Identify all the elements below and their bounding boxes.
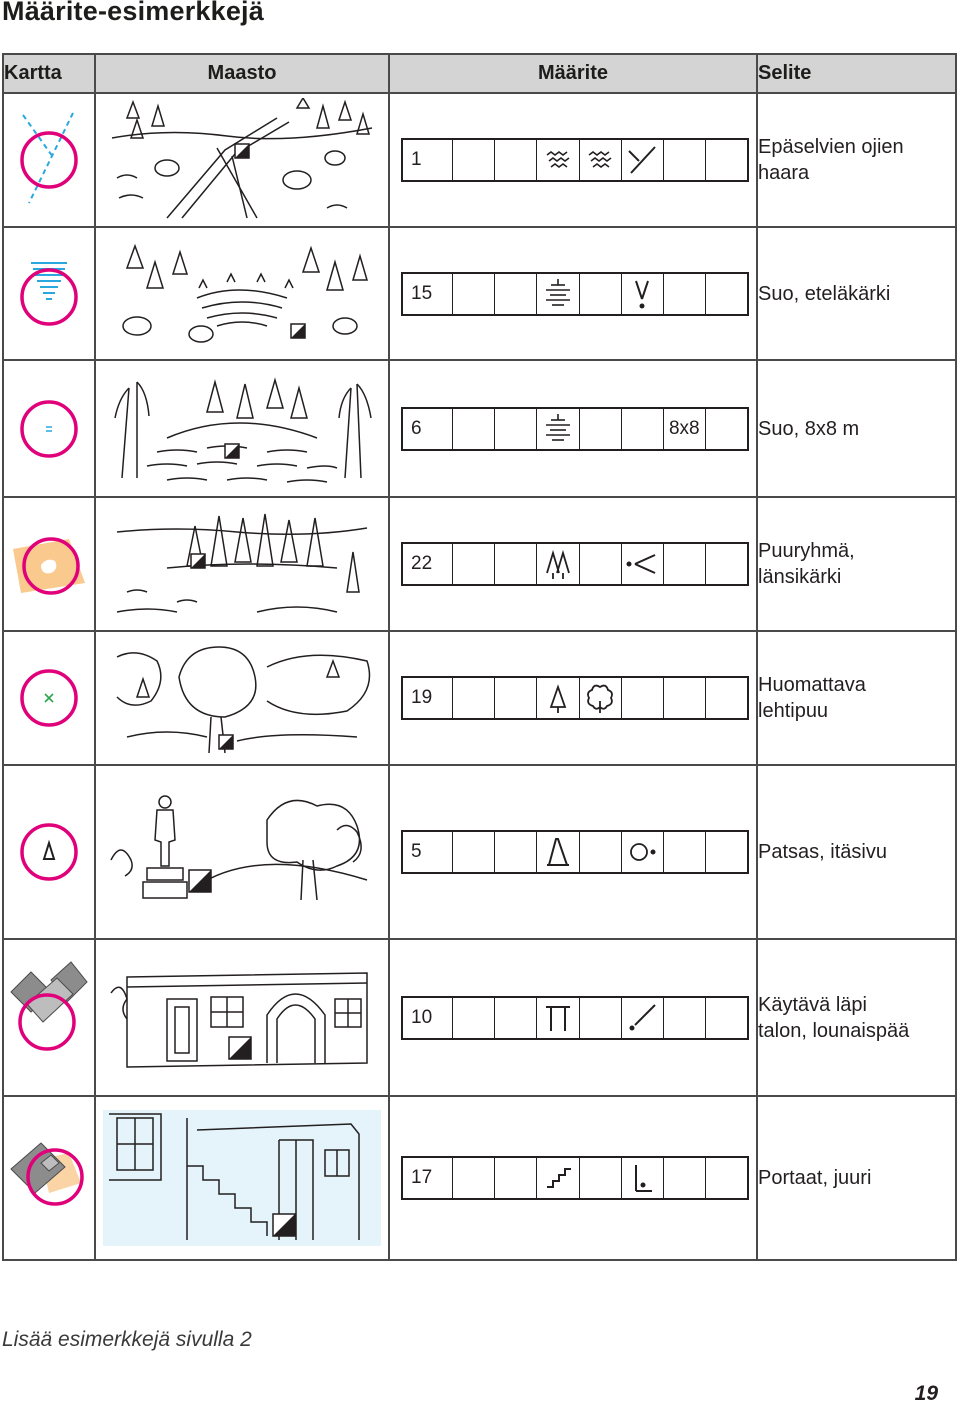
table-row [3,360,956,497]
appearance-cell [579,409,621,449]
appearance-cell [579,274,621,314]
definition-grid [401,138,749,182]
terrain-sketch [103,1110,381,1246]
terrain-sketch [107,98,377,222]
def-column-b [452,409,494,449]
def-column-c [494,140,536,180]
table-row [3,631,956,765]
marsh-icon [543,412,573,446]
dimension-cell [663,140,705,180]
terrain-sketch [107,790,377,914]
control-number: 15 [411,282,433,304]
stairway-icon [7,1123,91,1233]
terrain-sketch [107,637,377,759]
description-cell: Patsas, itäsivu [757,765,956,939]
table-row [3,497,956,631]
location-cell [621,140,663,180]
other-info-cell [705,832,747,872]
def-column-b [452,544,494,584]
appearance-cell [579,998,621,1038]
tree-group-icon [7,509,91,619]
control-number: 1 [411,149,422,170]
location-cell [621,544,663,584]
control-number: 17 [411,1167,433,1188]
appearance-cell [579,678,621,718]
small-marsh-icon [9,374,89,484]
table-row [3,765,956,939]
description-cell: Portaat, juuri [757,1096,956,1260]
terrain-sketch [107,238,377,350]
appearance-cell [579,544,621,584]
header-definition: Määrite [389,54,757,93]
header-description: Selite [757,54,956,93]
def-column-c [494,274,536,314]
other-info-cell [705,678,747,718]
description-cell: Huomattava lehtipuu [757,631,956,765]
def-column-c [494,409,536,449]
control-number: 6 [411,417,422,439]
other-info-cell [705,409,747,449]
indistinct-ditch-icon [585,145,615,175]
appearance-cell [579,140,621,180]
other-info-cell [705,140,747,180]
dimension-cell: 8x8 [663,409,705,449]
table-row [3,1096,956,1260]
page-title: Määrite-esimerkkejä [2,0,264,26]
other-info-cell [705,544,747,584]
appearance-cell [579,1158,621,1198]
dimension-cell [663,274,705,314]
terrain-sketch [107,953,377,1083]
def-column-b [452,140,494,180]
dimension-cell [663,544,705,584]
feature-cell [536,832,578,872]
def-column-b [452,1158,494,1198]
deciduous-tree-icon [585,681,615,715]
indistinct-ditch-icon [543,145,573,175]
west-tip-icon [625,549,659,579]
other-info-cell [705,274,747,314]
location-cell [621,274,663,314]
terrain-sketch [107,502,377,626]
statue-icon [9,797,89,907]
control-number: 5 [411,841,422,862]
table-row [3,227,956,360]
terrain-sketch [107,368,377,490]
description-cell: Suo, 8x8 m [757,360,956,497]
feature-cell [536,274,578,314]
passage-icon [543,1001,573,1035]
other-info-cell [705,998,747,1038]
definition-grid [401,272,749,316]
def-column-c [494,1158,536,1198]
distinctive-icon [546,681,570,715]
def-column-b [452,678,494,718]
control-number: 19 [411,687,433,708]
def-column-c [494,998,536,1038]
feature-cell [536,544,578,584]
definition-grid [401,542,749,586]
ditch-junction-icon [9,105,89,215]
east-side-icon [625,837,659,867]
stairway-icon [543,1163,573,1193]
description-cell: Suo, eteläkärki [757,227,956,360]
definition-grid [401,676,749,720]
control-number: 22 [411,553,433,574]
feature-cell [536,678,578,718]
header-terrain: Maasto [95,54,389,93]
junction-icon [625,143,659,177]
footer-note: Lisää esimerkkejä sivulla 2 [2,1328,252,1351]
description-cell: Puuryhmä, länsikärki [757,497,956,631]
location-cell [621,409,663,449]
tree-group-icon [543,547,573,581]
other-info-cell [705,1158,747,1198]
table-row [3,939,956,1096]
table-header [3,54,956,93]
passage-icon [7,958,91,1078]
dimension-cell [663,678,705,718]
def-column-b [452,832,494,872]
definition-grid [401,996,749,1040]
foot-icon [630,1161,654,1195]
feature-cell [536,409,578,449]
definition-grid [401,830,749,874]
appearance-cell [579,832,621,872]
page-number: 19 [914,1382,938,1405]
statue-icon [544,835,572,869]
definition-table [2,53,957,1261]
location-cell [621,1158,663,1198]
location-cell [621,678,663,718]
location-cell [621,832,663,872]
table-row [3,93,956,227]
south-tip-icon [630,277,654,311]
header-map: Kartta [3,54,95,93]
def-column-c [494,832,536,872]
dimension-cell [663,832,705,872]
feature-cell [536,998,578,1038]
description-cell: Epäselvien ojien haara [757,93,956,227]
southwest-end-icon [625,1001,659,1035]
dimension-cell [663,998,705,1038]
def-column-b [452,274,494,314]
marsh-tip-icon [9,239,89,349]
marsh-icon [543,277,573,311]
def-column-c [494,678,536,718]
definition-grid [401,1156,749,1200]
description-cell: Käytävä läpi talon, lounaispää [757,939,956,1096]
feature-cell [536,1158,578,1198]
def-column-c [494,544,536,584]
definition-grid [401,407,749,451]
feature-cell [536,140,578,180]
prominent-tree-icon [9,643,89,753]
dimension-cell [663,1158,705,1198]
def-column-b [452,998,494,1038]
control-number: 10 [411,1006,433,1028]
location-cell [621,998,663,1038]
